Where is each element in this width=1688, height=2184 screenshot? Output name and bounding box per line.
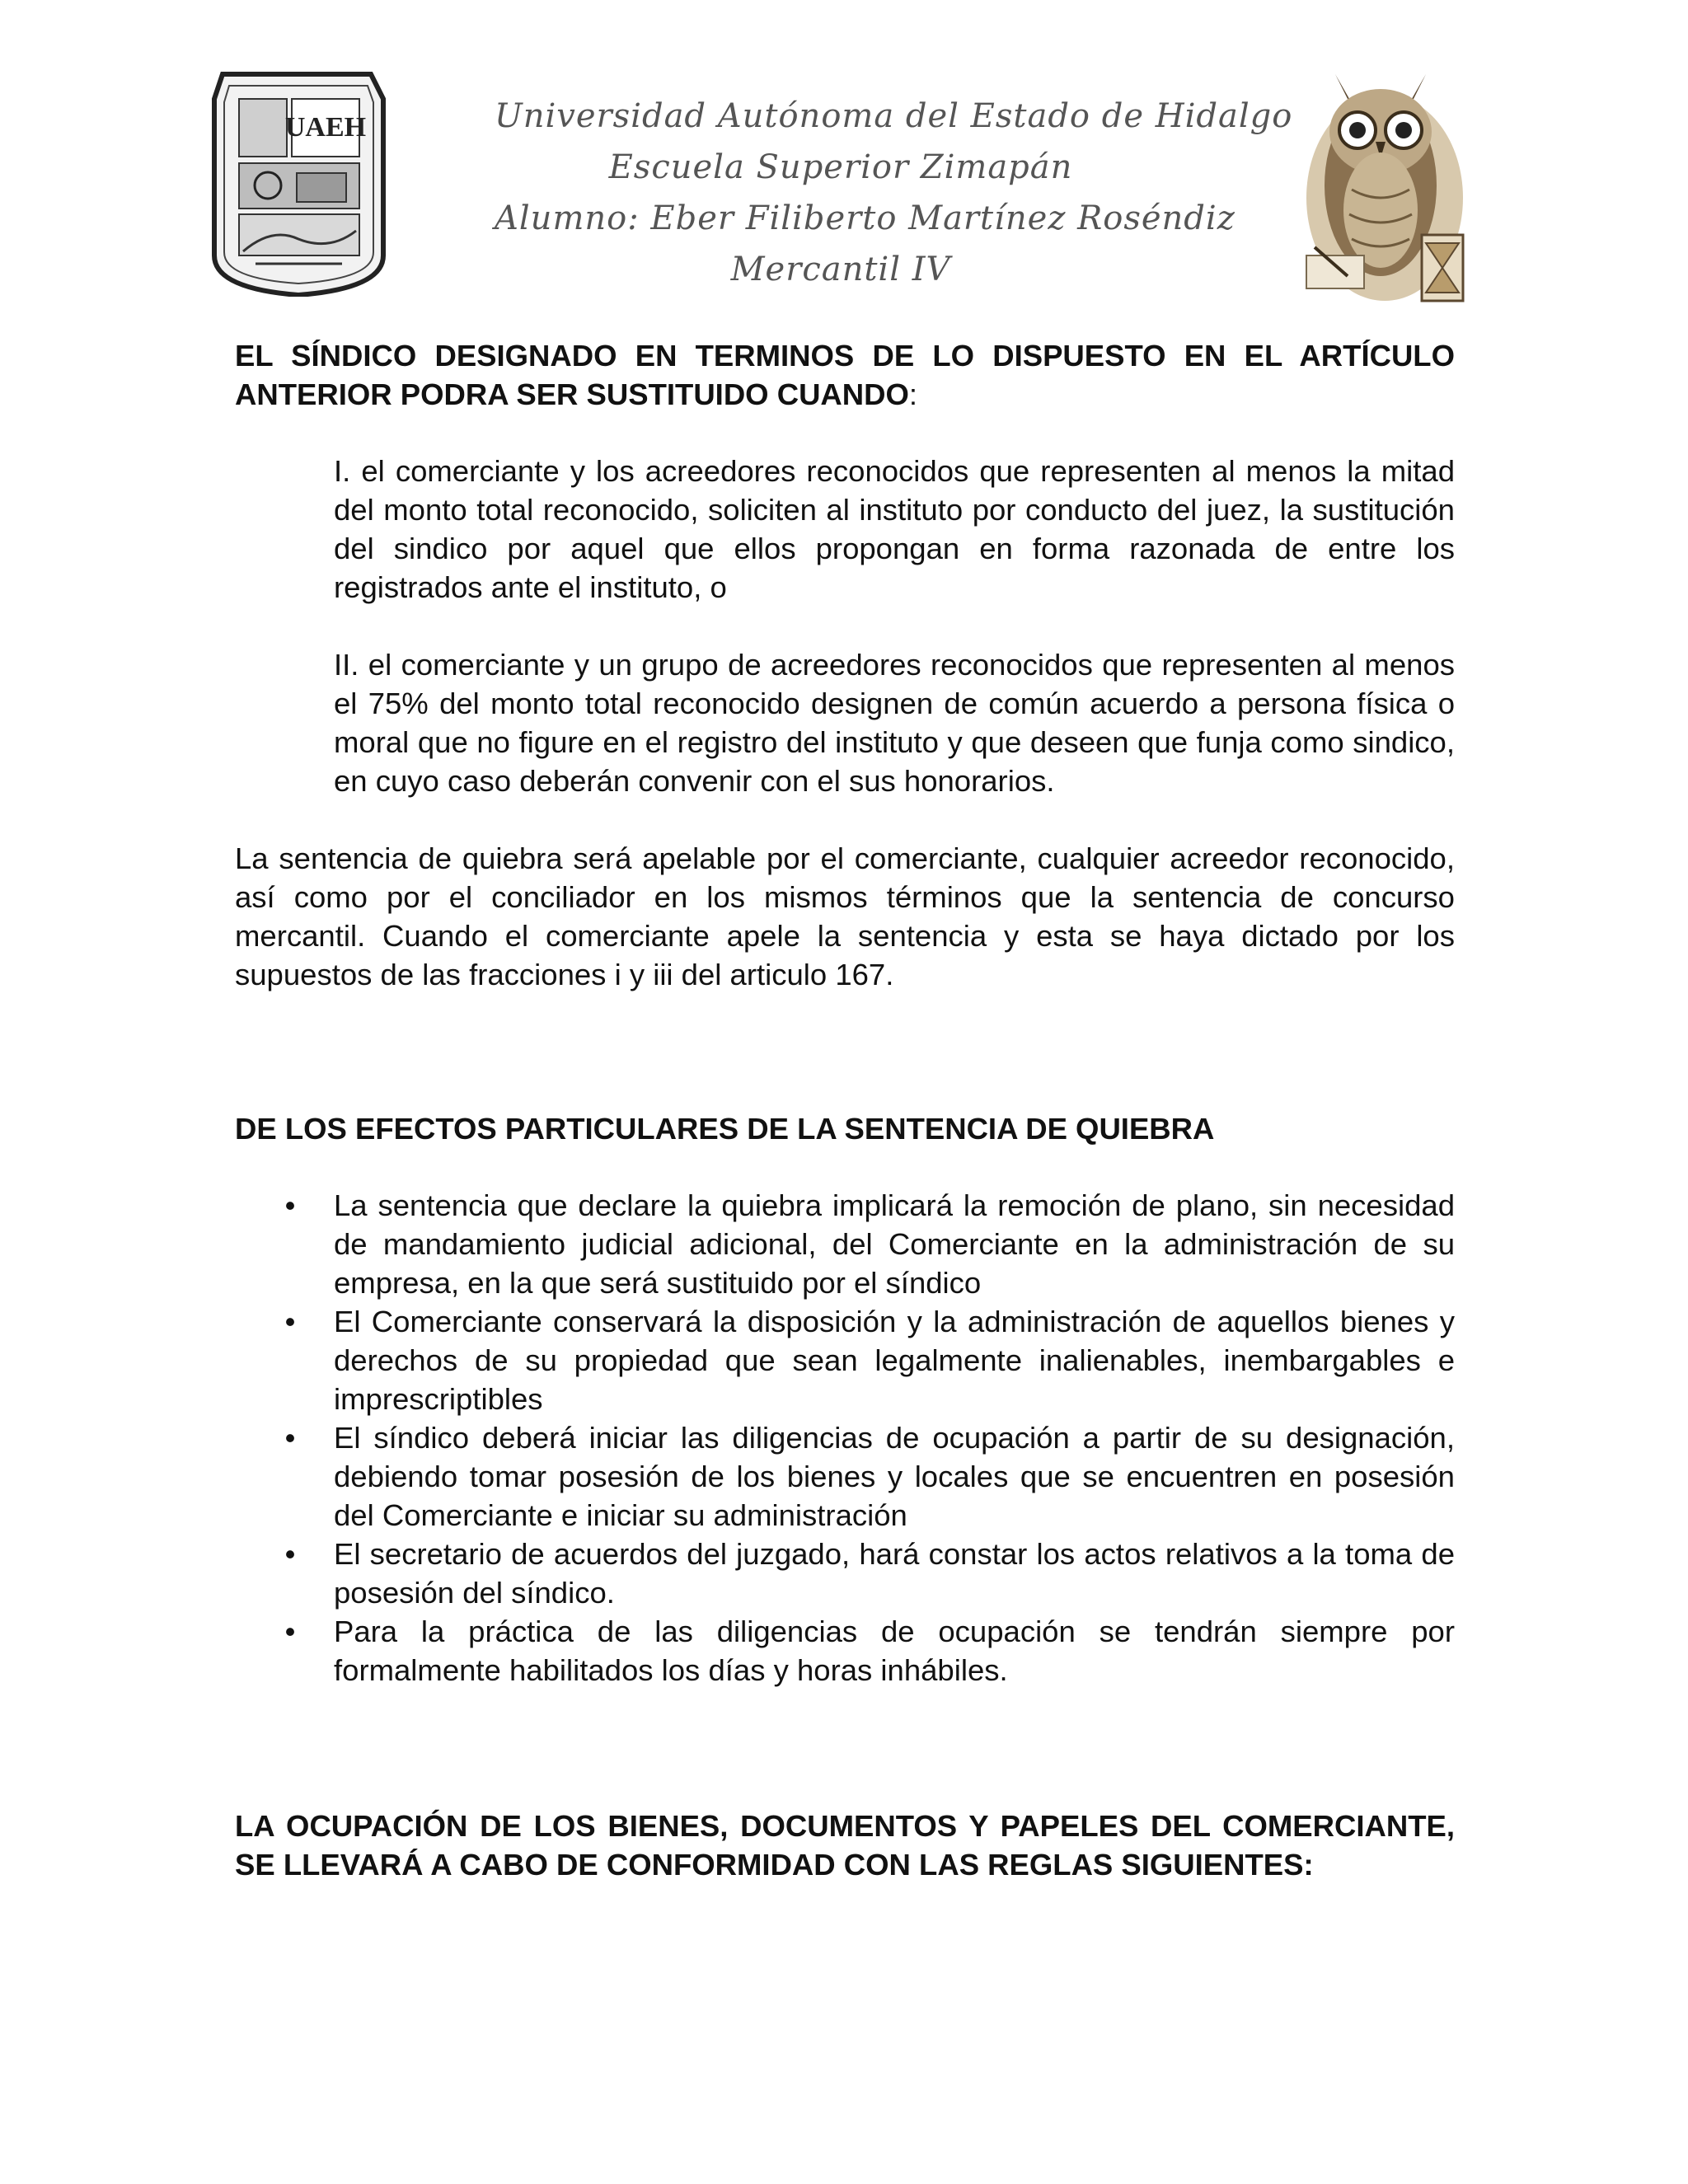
list-item-text: El Comerciante conservará la disposición y la administración de aquellos bienes y derechos de su propiedad que sean legalmente inalienables, inembargables e imprescriptibles [334,1305,1455,1416]
university-name: Universidad Autónoma del Estado de Hidalgo [495,97,1293,135]
list-item [235,1302,1455,1418]
effects-list [235,1186,1455,1690]
list-item [235,1612,1455,1690]
section1-heading-colon: : [908,377,918,411]
section2-heading: DE LOS EFECTOS PARTICULARES DE LA SENTENCIA DE QUIEBRA [235,1112,1215,1146]
list-item [235,1186,1455,1302]
uaeh-seal-logo [206,66,392,297]
document-body [235,336,1455,1884]
list-item [235,1535,1455,1612]
student-name: Alumno: Eber Filiberto Martínez Roséndiz [495,199,1236,237]
school-name: Escuela Superior Zimapán [608,148,1073,186]
fraction-ii: II. el comerciante y un grupo de acreedores reconocidos que representen al menos el 75% del monto total reconocido designen de común acuerdo a persona física o moral que no figure en el registro del instituto y que deseen que funja como sindico, en cuyo caso deberán convenir con el sus honorarios. [334,648,1455,798]
bullet-icon: • [284,1421,296,1455]
list-item-text: El secretario de acuerdos del juzgado, hará constar los actos relativos a la toma de posesión del síndico. [334,1537,1455,1610]
bullet-icon: • [284,1188,296,1222]
list-item-text: Para la práctica de las diligencias de ocupación se tendrán siempre por formalmente habilitados los días y horas inhábiles. [334,1615,1455,1687]
course-name: Mercantil IV [730,251,951,288]
section3-heading: LA OCUPACIÓN DE LOS BIENES, DOCUMENTOS Y PAPELES DEL COMERCIANTE, SE LLEVARÁ A CABO DE CONFORMIDAD CON LAS REGLAS SIGUIENTES: [235,1809,1455,1882]
list-item-text: El síndico deberá iniciar las diligencias de ocupación a partir de su designación, debiendo tomar posesión de los bienes y locales que se encuentren en posesión del Comerciante e iniciar su administración [334,1421,1455,1532]
bullet-icon: • [284,1615,296,1648]
institution-header [495,91,1293,295]
list-item [235,1418,1455,1535]
list-item-text: La sentencia que declare la quiebra implicará la remoción de plano, sin necesidad de mandamiento judicial adicional, del Comerciante en la administración de su empresa, en la que será sustituido por el síndico [334,1188,1455,1300]
appeal-paragraph: La sentencia de quiebra será apelable por el comerciante, cualquier acreedor reconocido, así como por el conciliador en los mismos términos que la sentencia de concurso mercantil. Cuando el comerciante apele la sentencia y esta se haya dictado por los supuestos de las fracciones i y iii del articulo 167. [235,841,1455,991]
section1-heading-text: EL SÍNDICO DESIGNADO EN TERMINOS DE LO DISPUESTO EN EL ARTÍCULO ANTERIOR PODRA SER SUSTITUIDO CUANDO [235,339,1455,411]
fraction-i: I. el comerciante y los acreedores reconocidos que representen al menos la mitad del monto total reconocido, soliciten al instituto por conducto del juez, la sustitución del sindico por aquel que ellos propongan en forma razonada de entre los registrados ante el instituto, o [334,454,1455,604]
uaeh-letters: UAEH [284,112,367,143]
bullet-icon: • [284,1537,296,1571]
bullet-icon: • [284,1305,296,1338]
owl-logo [1290,41,1479,309]
section1-heading [235,336,1455,414]
